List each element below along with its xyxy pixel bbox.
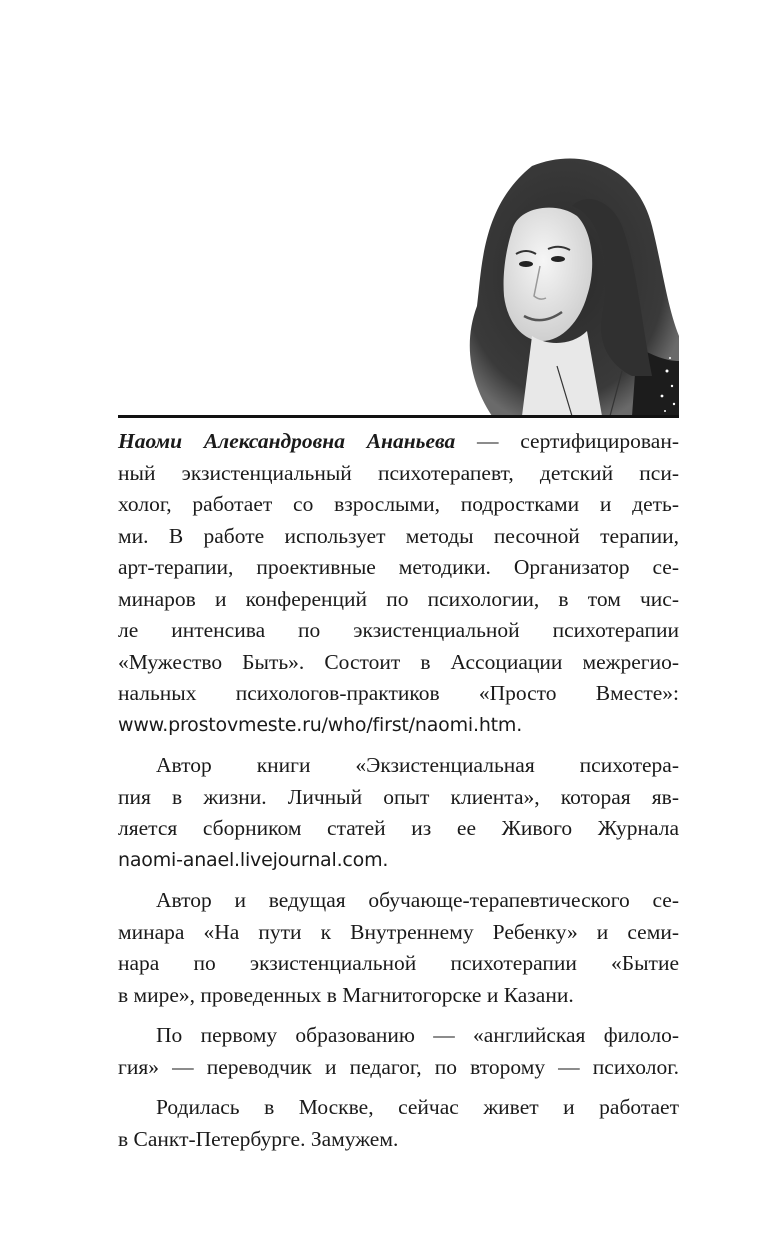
bio-line: нара по экзистенциальной психотерапии «Бытие xyxy=(118,951,679,975)
bio-line: арт-терапии, проективные методики. Организатор се- xyxy=(118,555,679,579)
prostovmeste-url[interactable]: www.prostovmeste.ru/who/first/naomi.htm. xyxy=(118,713,523,736)
bio-line: Автор книги «Экзистенциальная психотера- xyxy=(156,753,679,777)
bio-line: «Мужество Быть». Состоит в Ассоциации межрегио- xyxy=(118,649,679,674)
bio-line: в мире», проведенных в Магнитогорске и Казани. xyxy=(118,982,574,1007)
author-bio xyxy=(118,426,679,1155)
bio-line: ми. В работе использует методы песочной терапии, xyxy=(118,523,679,548)
bio-line: ный экзистенциальный психотерапевт, детский пси- xyxy=(118,460,679,485)
bio-line: Автор и ведущая обучающе-терапевтического се- xyxy=(156,888,679,912)
bio-line: минаров и конференций по психологии, в том чис- xyxy=(118,586,679,611)
bio-line: гия» — переводчик и педагог, по второму — психолог. xyxy=(118,1054,679,1079)
bio-line: пия в жизни. Личный опыт клиента», которая яв- xyxy=(118,784,679,809)
bio-line: холог, работает со взрослыми, подростками и деть- xyxy=(118,492,679,516)
bio-line: ле интенсива по экзистенциальной психотерапии xyxy=(118,618,679,642)
bio-line: Родилась в Москве, сейчас живет и работает xyxy=(156,1095,679,1119)
bio-line: минара «На пути к Внутреннему Ребенку» и семи- xyxy=(118,919,679,944)
livejournal-url[interactable]: naomi-anael.livejournal.com. xyxy=(118,848,389,871)
bio-line: нальных психологов-практиков «Просто Вместе»: xyxy=(118,681,679,705)
portrait-image-icon xyxy=(462,146,679,416)
bio-line: в Санкт-Петербурге. Замужем. xyxy=(118,1126,399,1151)
bio-line: По первому образованию — «английская филоло- xyxy=(156,1023,679,1047)
bio-line: ляется сборником статей из ее Живого Журнала xyxy=(118,816,679,840)
divider-rule xyxy=(118,415,679,418)
author-name: Наоми Александровна Ананьева xyxy=(118,429,456,453)
bio-line: Наоми Александровна Ананьева — сертифицирован- xyxy=(118,429,679,453)
author-photo xyxy=(462,146,679,416)
